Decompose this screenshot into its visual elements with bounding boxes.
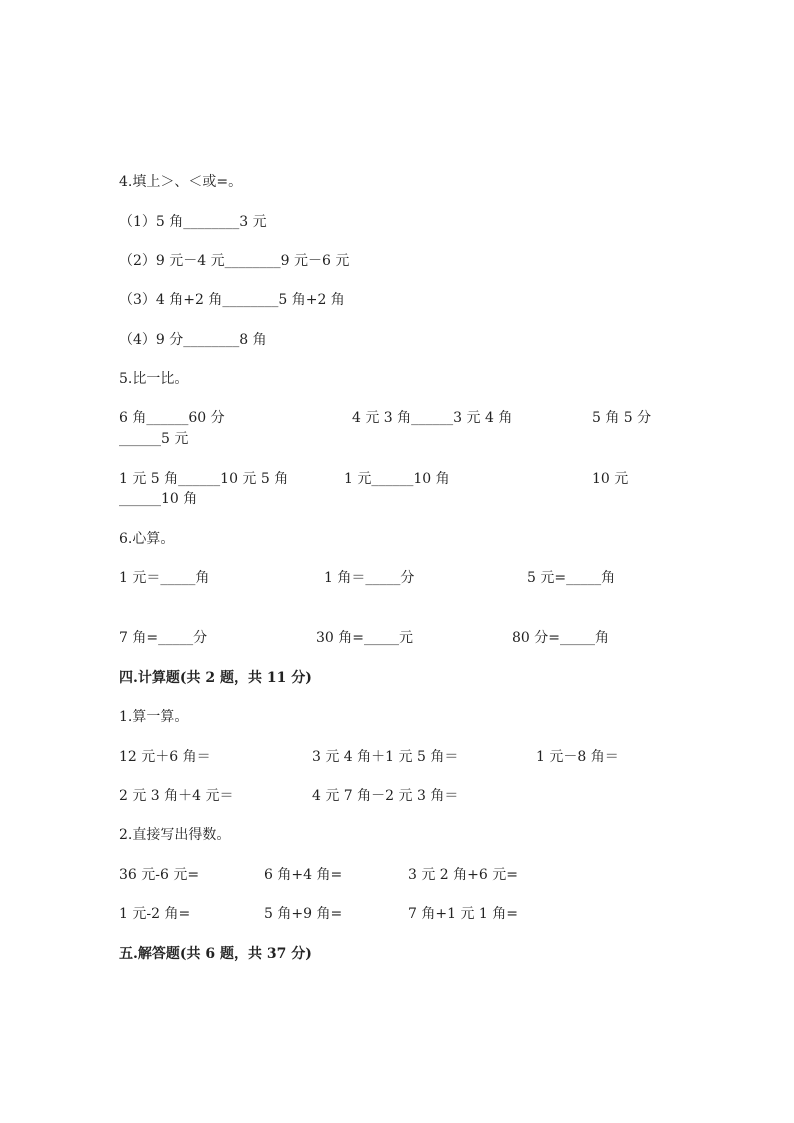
q6-row1-item-3: 5 元=_____角 xyxy=(527,570,616,586)
s4-q2-row1-item-2: 6 角+4 角= xyxy=(264,867,343,883)
q5-row2-wrap: ______10 角 xyxy=(119,491,198,507)
section5-title: 五.解答题(共 6 题，共 37 分) xyxy=(119,946,312,962)
s4-q2-row2-item-2: 5 角+9 角= xyxy=(264,906,343,922)
s4-q1-row1-item-2: 3 元 4 角＋1 元 5 角＝ xyxy=(312,749,459,765)
q5-row1-item-3: 5 角 5 分 xyxy=(592,410,652,426)
q5-title: 5.比一比。 xyxy=(119,371,189,387)
q4-item-4: （4）9 分________8 角 xyxy=(119,332,267,348)
q6-row2-item-1: 7 角=_____分 xyxy=(119,630,208,646)
s4-q2-row1-item-3: 3 元 2 角+6 元= xyxy=(408,867,518,883)
q5-row2-item-2: 1 元______10 角 xyxy=(344,471,450,487)
q4-item-2: （2）9 元－4 元________9 元－6 元 xyxy=(119,253,350,269)
q4-title: 4.填上＞、＜或=。 xyxy=(119,174,243,190)
s4-q1-row1-item-1: 12 元＋6 角＝ xyxy=(119,749,211,765)
s4-q2-row2-item-3: 7 角+1 元 1 角= xyxy=(408,906,518,922)
s4-q1-row2-item-1: 2 元 3 角＋4 元＝ xyxy=(119,788,234,804)
q4-item-1: （1）5 角________3 元 xyxy=(119,214,267,230)
q5-row2-item-3: 10 元 xyxy=(592,471,629,487)
q5-row1-item-1: 6 角______60 分 xyxy=(119,410,225,426)
section4-title: 四.计算题(共 2 题，共 11 分) xyxy=(119,670,312,686)
q4-item-3: （3）4 角+2 角________5 角+2 角 xyxy=(119,292,345,308)
q6-row2-item-3: 80 分=_____角 xyxy=(512,630,609,646)
s4-q2-row2-item-1: 1 元-2 角= xyxy=(119,906,191,922)
q5-row2-item-1: 1 元 5 角______10 元 5 角 xyxy=(119,471,289,487)
q5-row1-wrap: ______5 元 xyxy=(119,431,189,447)
q6-row1-item-1: 1 元＝_____角 xyxy=(119,570,210,586)
s4-q1-row1-item-3: 1 元－8 角＝ xyxy=(536,749,619,765)
s4-q2-row1-item-1: 36 元-6 元= xyxy=(119,867,200,883)
s4-q2-title: 2.直接写出得数。 xyxy=(119,827,231,843)
q6-row1-item-2: 1 角＝_____分 xyxy=(324,570,415,586)
s4-q1-title: 1.算一算。 xyxy=(119,709,189,725)
s4-q1-row2-item-2: 4 元 7 角－2 元 3 角＝ xyxy=(312,788,459,804)
q6-title: 6.心算。 xyxy=(119,531,175,547)
q6-row2-item-2: 30 角=_____元 xyxy=(316,630,413,646)
q5-row1-item-2: 4 元 3 角______3 元 4 角 xyxy=(352,410,513,426)
